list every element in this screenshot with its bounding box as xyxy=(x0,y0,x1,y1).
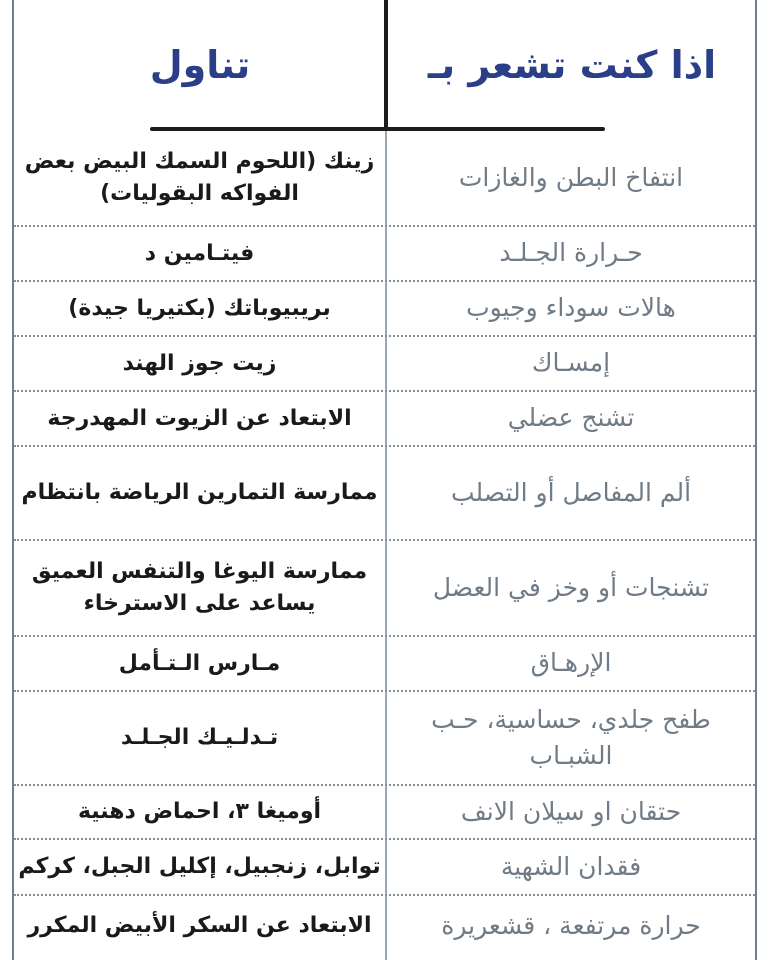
remedy-cell: الابتعاد عن الزيوت المهدرجة xyxy=(47,405,352,431)
header-symptom-title: اذا كنت تشعر بـ xyxy=(427,43,717,87)
symptom-cell: طفح جلدي، حساسية، حـب الشبـاب xyxy=(431,704,711,770)
frame-right-border xyxy=(755,0,757,960)
remedy-cell: تـدلـيـك الجـلـد xyxy=(120,725,279,751)
header-remedy-title: تناول xyxy=(149,43,251,87)
table-row xyxy=(14,692,755,786)
table-row xyxy=(14,447,755,541)
table-row xyxy=(14,637,755,692)
remedy-cell: ممارسة التمارين الرياضة بانتظام xyxy=(21,480,378,506)
symptom-cell: انتفاخ البطن والغازات xyxy=(458,162,684,192)
symptom-cell: تشنجات أو وخز في العضل xyxy=(432,572,710,602)
symptom-cell: حرارة مرتفعة ، قشعريرة xyxy=(441,910,701,940)
table-row xyxy=(14,896,755,956)
symptom-cell: فقدان الشهية xyxy=(500,851,642,881)
remedy-cell: بريبيوباتك (بكتيريا جيدة) xyxy=(68,295,331,321)
symptom-cell: الإرهـاق xyxy=(530,648,612,678)
symptom-cell: حـرارة الجـلـد xyxy=(499,238,643,268)
symptom-cell: إمسـاك xyxy=(531,348,611,378)
symptom-cell: ألم المفاصل أو التصلب xyxy=(450,477,692,507)
remedy-cell: زيت جوز الهند xyxy=(122,350,277,376)
remedy-cell: مـارس الـتـأمل xyxy=(118,650,281,676)
table-row xyxy=(14,541,755,637)
remedy-cell: توابل، زنجبيل، إكليل الجبل، كركم xyxy=(18,854,381,880)
table-row xyxy=(14,840,755,896)
symptom-cell: حتقان او سيلان الانف xyxy=(460,796,682,826)
table-row xyxy=(14,337,755,392)
table-row xyxy=(14,786,755,840)
table-row xyxy=(14,392,755,447)
symptom-cell: تشنج عضلي xyxy=(507,403,635,433)
remedy-cell: فيتـامين د xyxy=(144,240,255,266)
remedy-cell: زينك (اللحوم السمك البيض بعض الفواكه البقوليات) xyxy=(24,149,375,206)
table-row xyxy=(14,282,755,337)
header-vertical-divider xyxy=(384,0,388,130)
remedy-cell: الابتعاد عن السكر الأبيض المكرر xyxy=(27,913,372,939)
table-row xyxy=(14,227,755,282)
remedy-cell: أوميغا ٣، احماض دهنية xyxy=(77,799,322,825)
remedy-cell: ممارسة اليوغا والتنفس العميق يساعد على الاسترخاء xyxy=(31,559,368,616)
symptom-cell: هالات سوداء وجيوب xyxy=(466,293,676,323)
table-row xyxy=(14,131,755,227)
